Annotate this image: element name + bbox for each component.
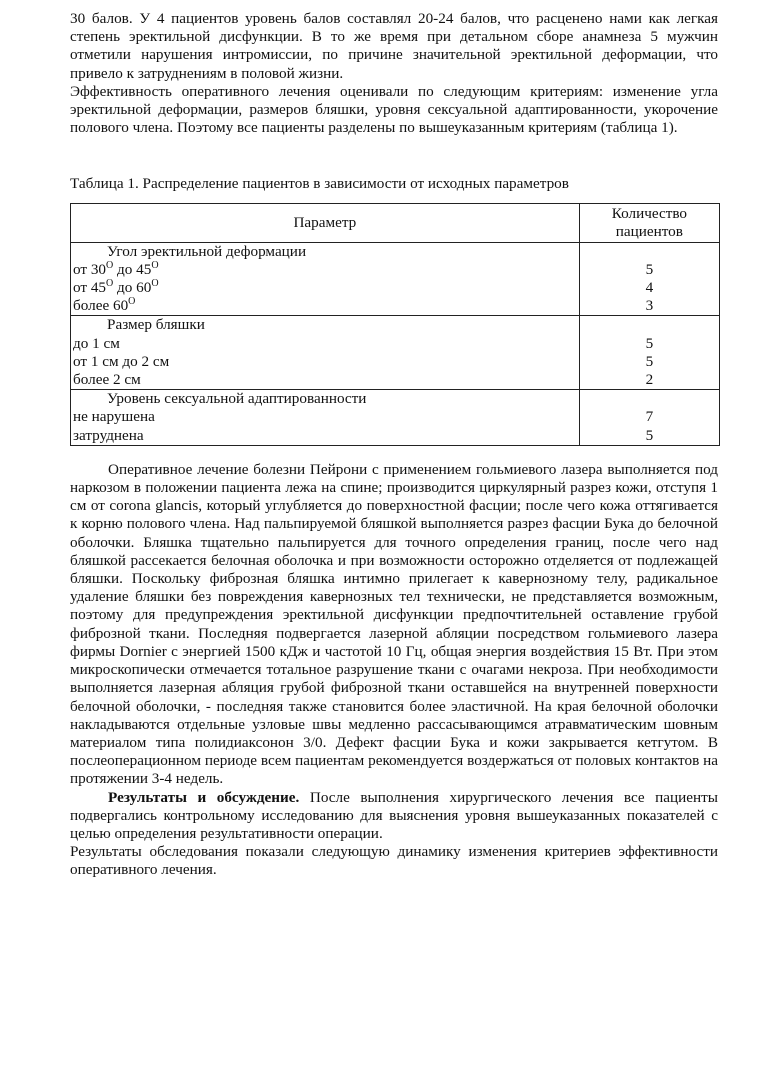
intro-section (70, 10, 718, 137)
count-value: 5 (645, 260, 654, 278)
results-text: После выполнения хирургического лечения все пациенты подвергались контрольному исследованию для выяснения уровня вышеуказанных показателей с целью определения результативности операции. (70, 788, 718, 842)
group-counts-cell (579, 242, 719, 316)
table-group-row (71, 316, 720, 390)
param-row: от 1 см до 2 см (73, 352, 170, 370)
count-value: 7 (645, 408, 654, 426)
header-patient-count: Количество пациентов (579, 203, 719, 242)
table-caption: Таблица 1. Распределение пациентов в зависимости от исходных параметров (70, 175, 569, 193)
param-row: более $60^О$ (73, 296, 136, 315)
count-value: 5 (645, 426, 654, 444)
group-counts-cell (579, 316, 719, 390)
patient-parameters-table (70, 203, 720, 446)
document-page (70, 10, 718, 880)
group-counts-cell (579, 390, 719, 446)
count-value: 3 (645, 297, 654, 315)
body-section (70, 461, 718, 880)
table-group-row (71, 242, 720, 316)
param-row: от $30^О$ до $45^О$ (73, 259, 159, 278)
param-row: затруднена (73, 426, 144, 444)
header-parameter: Параметр (71, 203, 580, 242)
group-parameters-cell (71, 390, 580, 446)
param-row: до 1 см (73, 334, 120, 352)
count-value: 5 (645, 352, 654, 370)
group-title: Уровень сексуальной адаптированности (107, 390, 367, 408)
group-parameters-cell (71, 316, 580, 390)
count-value: 5 (645, 334, 654, 352)
surgery-paragraph: Оперативное лечение болезни Пейрони с применением гольмиевого лазера выполняется под наркозом в положении пациента лежа на спине; производится циркулярный разрез кожи, отступя 1 см от corona glancis, который углубляется до поверхностной фасции; после чего кожа оттягивается к корню полового члена. Над пальпируемой бляшкой выполняется разрез фасции Бука до белочной оболочки. Бляшка тщательно пальпируется для точного определения границ, после чего над бляшкой рассекается белочная оболочка и при возможности осторожно отделяется от подлежащей бляшки. Поскольку фиброзная бляшка интимно прилегает к кавернозному телу, радикальное удаление бляшки без повреждения кавернозных тел технически, не представляется возможным, поэтому для предупреждения эректильной дисфункции предпочтительней оставление грубой фиброзной ткани. Последняя подвергается лазерной абляции посредством гольмиевого лазера фирмы Dornier с энергией 1500 кДж и частотой 10 Гц, общая энергия воздействия 15 Вт. При этом микроскопически отмечается тотальное разрушение ткани с очагами некроза. При необходимости выполняется лазерная абляция грубой фиброзной ткани оставшейся на внутренней поверхности белочной оболочки, - последняя также становится более эластичной. На края белочной оболочки накладываются отдельные узловые швы медленно рассасывающимся атравматическим шовным материалом типа полидиаксонон 3/0. Дефект фасции Бука и кожи закрывается кетгутом. В послеоперационном периоде всем пациентам рекомендуется воздержаться от половых контактов на протяжении 3-4 недель. (70, 460, 718, 788)
param-row: более 2 см (73, 371, 141, 389)
param-row: от $45^О$ до $60^О$ (73, 278, 159, 297)
count-value: 4 (645, 279, 654, 297)
group-title: Угол эректильной деформации (107, 242, 307, 260)
intro-paragraph-1: 30 балов. У 4 пациентов уровень балов составлял 20-24 балов, что расценено нами как легкая степень эректильной дисфункции. В то же время при детальном сборе анамнеза 5 мужчин отметили нарушения интромиссии, по причине значительной эректильной деформации, что привело к затруднениям в половой жизни. (70, 10, 718, 82)
table-header-row (71, 203, 720, 242)
results-followup-paragraph: Результаты обследования показали следующую динамику изменения критериев эффективности оперативного лечения. (70, 843, 718, 879)
param-row: не нарушена (73, 408, 155, 426)
results-paragraph (70, 789, 718, 844)
group-title: Размер бляшки (107, 316, 205, 334)
results-heading: Результаты и обсуждение. (108, 788, 300, 806)
intro-paragraph-2: Эффективность оперативного лечения оценивали по следующим критериям: изменение угла эректильной деформации, размеров бляшки, уровня сексуальной адаптированности, укорочение полового члена. Поэтому все пациенты разделены по вышеуказанным критериям (таблица 1). (70, 82, 718, 137)
table-group-row (71, 390, 720, 446)
group-parameters-cell (71, 242, 580, 316)
count-value: 2 (645, 371, 654, 389)
